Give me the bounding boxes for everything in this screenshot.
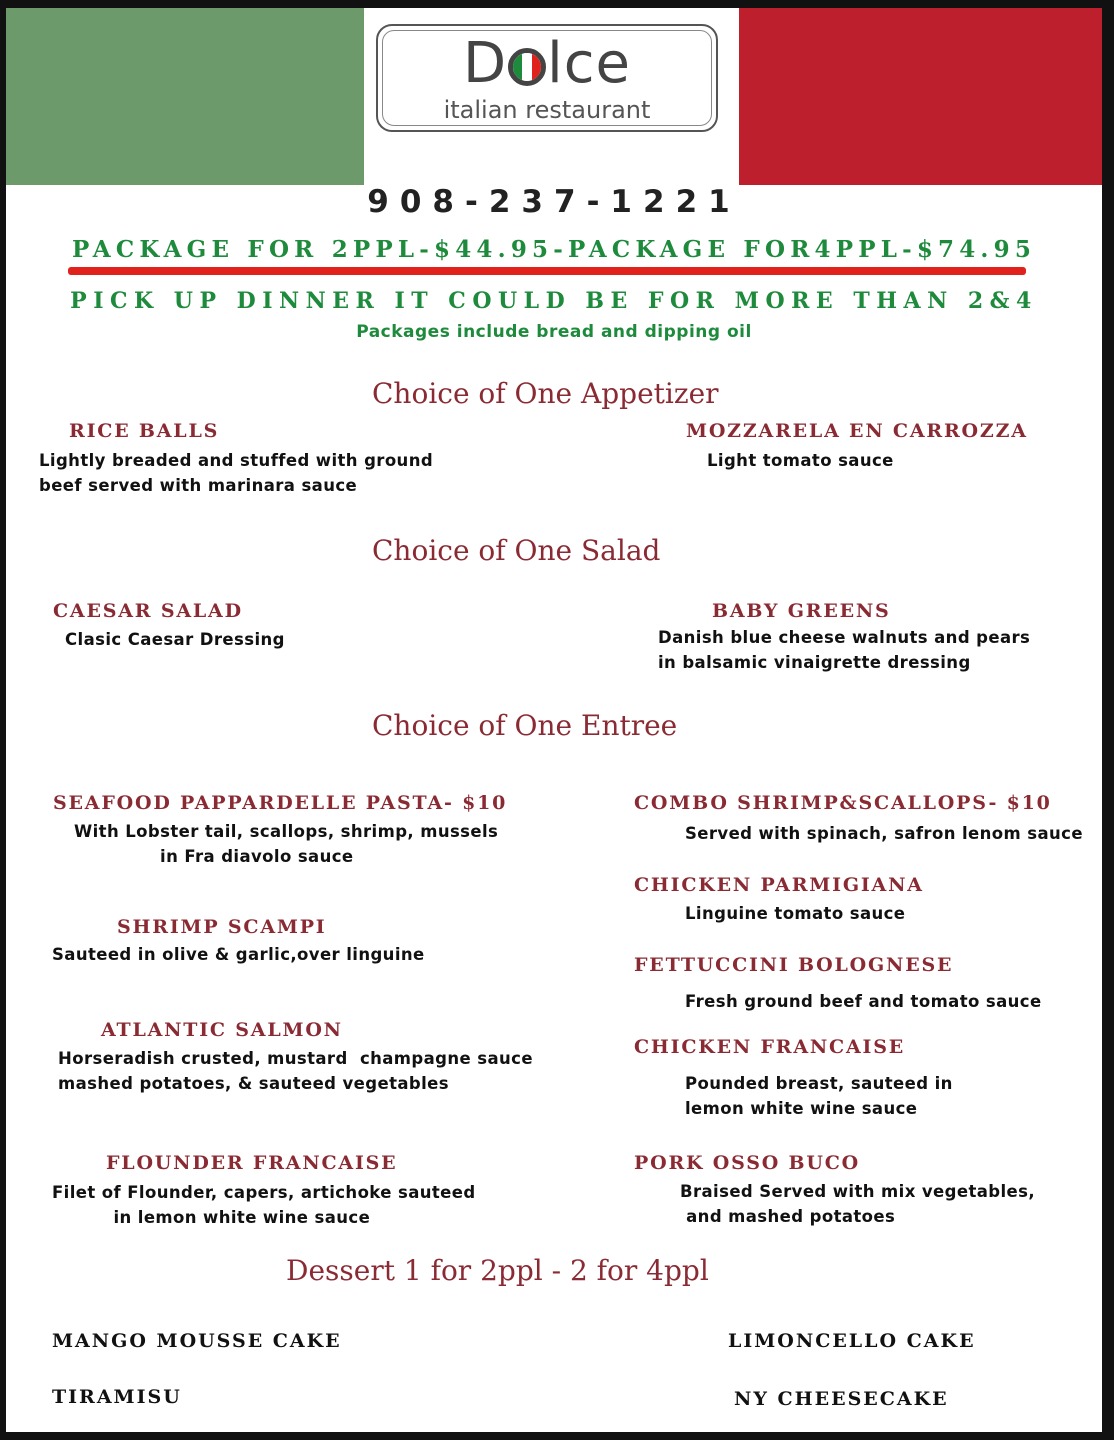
dessert-item: LIMONCELLO CAKE: [728, 1330, 976, 1352]
logo-subtitle: italian restaurant: [443, 96, 651, 124]
appetizer-heading: Choice of One Appetizer: [372, 377, 719, 410]
dessert-heading: Dessert 1 for 2ppl - 2 for 4ppl: [286, 1254, 709, 1287]
item-name: BABY GREENS: [712, 600, 891, 622]
item-description: Danish blue cheese walnuts and pears in balsamic vinaigrette dressing: [658, 628, 1031, 672]
dessert-item: TIRAMISU: [52, 1386, 182, 1408]
dessert-item: MANGO MOUSSE CAKE: [52, 1330, 342, 1352]
item-name: FETTUCCINI BOLOGNESE: [634, 954, 954, 976]
package-pricing: PACKAGE FOR 2PPL-$44.95-PACKAGE FOR4PPL-$74.95: [71, 236, 1037, 263]
item-name: CHICKEN FRANCAISE: [634, 1036, 906, 1058]
entree-heading: Choice of One Entree: [372, 709, 678, 742]
item-name: COMBO SHRIMP&SCALLOPS- $10: [634, 792, 1052, 814]
logo-letters-lce: lce: [547, 31, 631, 96]
pickup-note: PICK UP DINNER IT COULD BE FOR MORE THAN 2&4: [70, 288, 1038, 314]
item-description: Lightly breaded and stuffed with ground beef served with marinara sauce: [39, 451, 434, 495]
flag-green-block: [6, 8, 364, 185]
logo-wordmark: [378, 31, 716, 96]
item-description: Filet of Flounder, capers, artichoke sauteed in lemon white wine sauce: [52, 1183, 476, 1227]
item-description: Served with spinach, safron lenom sauce: [685, 824, 1083, 843]
item-name: RICE BALLS: [69, 420, 220, 442]
item-description: Sauteed in olive & garlic,over linguine: [52, 945, 425, 964]
item-description: Clasic Caesar Dressing: [65, 630, 285, 649]
italian-flag-o-icon: [508, 48, 546, 86]
menu-page: [6, 8, 1102, 1432]
item-name: PORK OSSO BUCO: [634, 1152, 860, 1174]
packages-include-note: Packages include bread and dipping oil: [356, 322, 752, 342]
item-description: With Lobster tail, scallops, shrimp, mussels in Fra diavolo sauce: [74, 822, 499, 866]
item-name: CAESAR SALAD: [53, 600, 243, 622]
item-description: Braised Served with mix vegetables, and mashed potatoes: [680, 1182, 1036, 1226]
item-name: SEAFOOD PAPPARDELLE PASTA- $10: [53, 792, 508, 814]
item-name: FLOUNDER FRANCAISE: [106, 1152, 398, 1174]
red-divider-bar: [68, 267, 1026, 275]
item-description: Pounded breast, sauteed in lemon white wine sauce: [685, 1074, 953, 1118]
phone-number: 908-237-1221: [367, 184, 741, 220]
salad-heading: Choice of One Salad: [372, 534, 661, 567]
item-description: Linguine tomato sauce: [685, 904, 906, 923]
item-description: Light tomato sauce: [707, 451, 894, 470]
flag-white-stripe: [522, 53, 532, 81]
item-name: ATLANTIC SALMON: [101, 1019, 343, 1041]
logo-letter-d: D: [463, 31, 508, 96]
flag-green-stripe: [513, 53, 523, 81]
restaurant-logo: [376, 24, 718, 132]
item-description: Fresh ground beef and tomato sauce: [685, 992, 1042, 1011]
flag-red-block: [739, 8, 1102, 185]
item-name: MOZZARELA EN CARROZZA: [686, 420, 1028, 442]
dessert-item: NY CHEESECAKE: [734, 1388, 949, 1410]
item-name: CHICKEN PARMIGIANA: [634, 874, 924, 896]
item-description: Horseradish crusted, mustard champagne sauce mashed potatoes, & sauteed vegetables: [58, 1049, 533, 1093]
item-name: SHRIMP SCAMPI: [117, 916, 327, 938]
flag-red-stripe: [532, 53, 542, 81]
